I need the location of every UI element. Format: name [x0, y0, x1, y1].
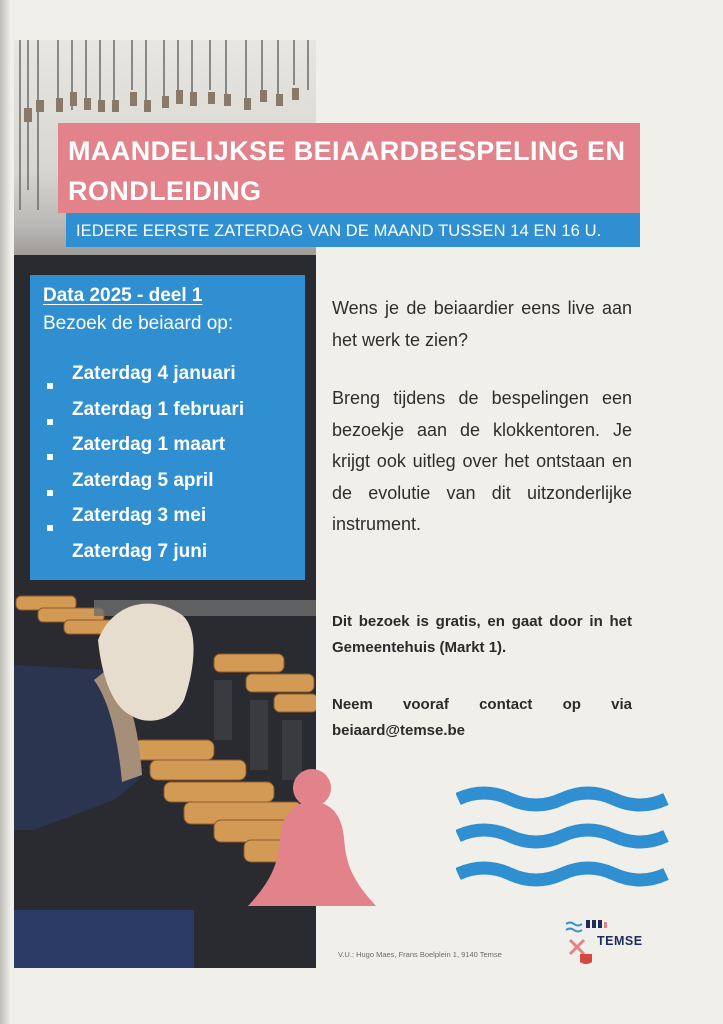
poster-edge-shadow	[0, 0, 10, 1024]
dates-subheading: Bezoek de beiaard op:	[43, 313, 234, 334]
waves-icon	[456, 782, 670, 894]
responsible-publisher: V.U.: Hugo Maes, Frans Boelplein 1, 9140 Temse	[338, 950, 502, 959]
square-bullet-icon	[47, 525, 53, 531]
square-bullet-icon	[47, 419, 53, 425]
square-bullet-icon	[47, 490, 53, 496]
dates-heading: Data 2025 - deel 1	[43, 285, 203, 306]
bell-icon	[244, 768, 380, 910]
dates-panel: Data 2025 - deel 1 Bezoek de beiaard op: Zaterdag 4 januari Zaterdag 1 februari Zaterdag 1 maart Zaterdag 5 april Zaterdag 3 mei Zaterdag 7 juni	[30, 275, 305, 580]
square-bullet-icon	[47, 454, 53, 460]
poster-title: MAANDELIJKSE BEIAARDBESPELING EN RONDLEIDING	[68, 136, 626, 206]
square-bullet-icon	[47, 383, 53, 389]
temse-logo-text: TEMSE	[597, 934, 643, 948]
details-text: Breng tijdens de bespelingen een bezoekje aan de klokkentoren. Je krijgt ook uitleg over het ontstaan en de evolutie van dit uitzonderlijke instrument.	[332, 388, 632, 534]
poster-subtitle: IEDERE EERSTE ZATERDAG VAN DE MAAND TUSSEN 14 EN 16 U.	[76, 222, 602, 240]
contact-text: Neem vooraf contact op via beiaard@temse.be	[332, 696, 632, 739]
intro-text: Wens je de beiaardier eens live aan het werk te zien?	[332, 298, 632, 350]
free-note: Dit bezoek is gratis, en gaat door in het Gemeentehuis (Markt 1).	[332, 613, 632, 656]
